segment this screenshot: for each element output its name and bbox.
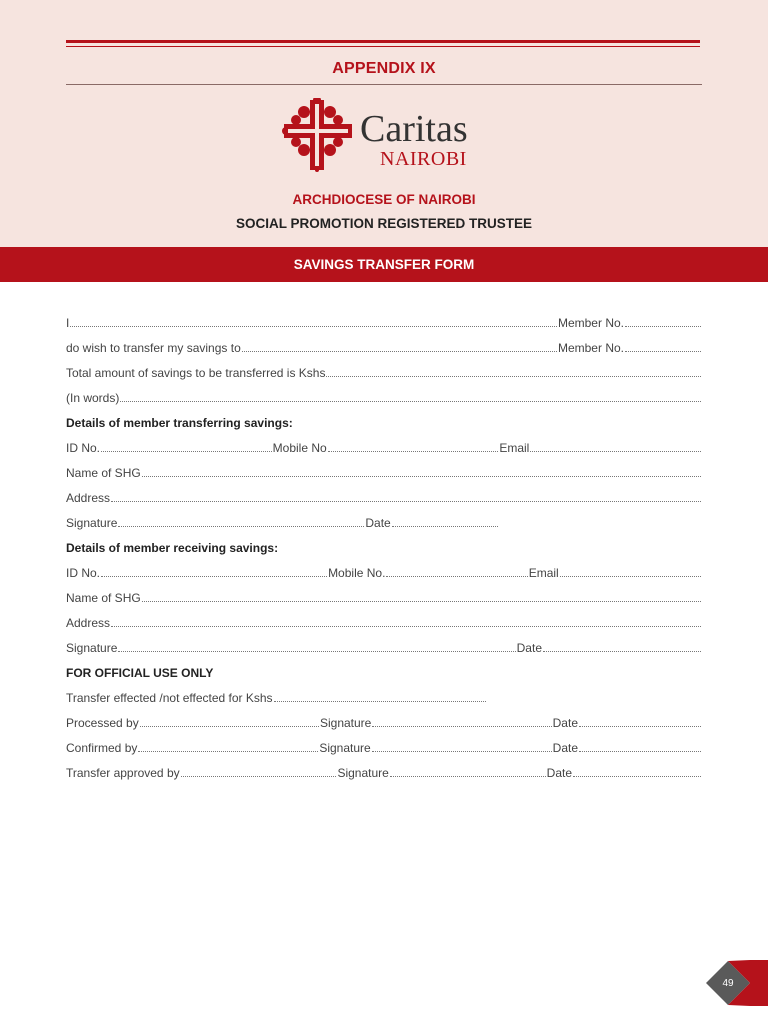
receiving-email-field[interactable] <box>560 576 701 577</box>
amount-words-field[interactable] <box>120 401 701 402</box>
form-row <box>66 680 702 705</box>
email-label: Email <box>528 566 559 580</box>
form-row <box>66 505 702 530</box>
member-no-label: Member No. <box>557 341 624 355</box>
confirmed-signature-field[interactable] <box>372 751 552 752</box>
form-row <box>66 405 702 430</box>
recipient-name-field[interactable] <box>242 351 557 352</box>
id-no-label: ID No. <box>66 566 101 580</box>
signature-label: Signature <box>66 641 118 655</box>
processed-signature-field[interactable] <box>372 726 551 727</box>
official-use-heading: FOR OFFICIAL USE ONLY <box>66 666 214 680</box>
processed-date-field[interactable] <box>579 726 701 727</box>
shg-label: Name of SHG <box>66 591 141 605</box>
signature-label: Signature <box>319 716 372 730</box>
receiving-heading: Details of member receiving savings: <box>66 541 279 555</box>
appendix-rule <box>66 84 702 85</box>
form-row <box>66 430 702 455</box>
approved-signature-field[interactable] <box>390 776 546 777</box>
total-amount-field[interactable] <box>326 376 701 377</box>
approved-by-label: Transfer approved by <box>66 766 180 780</box>
form-row <box>66 730 702 755</box>
date-label: Date <box>552 716 578 730</box>
processed-by-field[interactable] <box>140 726 319 727</box>
confirmed-date-field[interactable] <box>579 751 701 752</box>
form-row <box>66 705 702 730</box>
transferring-mobile-field[interactable] <box>328 451 499 452</box>
transferring-email-field[interactable] <box>530 451 701 452</box>
form-row <box>66 755 702 780</box>
effected-label: Transfer effected /not effected for Kshs <box>66 691 273 705</box>
transferring-id-field[interactable] <box>101 451 272 452</box>
total-amount-label: Total amount of savings to be transferred is Kshs <box>66 366 326 380</box>
form-row <box>66 305 702 330</box>
address-label: Address <box>66 491 111 505</box>
form-row <box>66 380 702 405</box>
signature-label: Signature <box>66 516 118 530</box>
mobile-label: Mobile No <box>272 441 327 455</box>
member-no-label: Member No. <box>557 316 624 330</box>
date-label: Date <box>552 741 579 755</box>
signature-label: Signature <box>337 766 389 780</box>
transferring-shg-field[interactable] <box>142 476 701 477</box>
archdiocese-title: ARCHDIOCESE OF NAIROBI <box>292 192 476 207</box>
date-label: Date <box>365 516 391 530</box>
form-title: SAVINGS TRANSFER FORM <box>293 257 475 272</box>
form-row <box>66 455 702 480</box>
receiving-date-field[interactable] <box>543 651 701 652</box>
trustee-title: SOCIAL PROMOTION REGISTERED TRUSTEE <box>235 216 533 231</box>
form-row <box>66 530 702 555</box>
transferring-date-field[interactable] <box>392 526 498 527</box>
member-no-field[interactable] <box>625 326 701 327</box>
form-row <box>66 480 702 505</box>
appendix-title: APPENDIX IX <box>332 60 436 77</box>
member-name-field[interactable] <box>70 326 557 327</box>
shg-label: Name of SHG <box>66 466 141 480</box>
form-row <box>66 355 702 380</box>
form-row <box>66 630 702 655</box>
transferring-heading: Details of member transferring savings: <box>66 416 293 430</box>
page-number: 49 <box>722 978 734 989</box>
form-row <box>66 555 702 580</box>
email-label: Email <box>499 441 530 455</box>
confirmed-by-label: Confirmed by <box>66 741 138 755</box>
date-label: Date <box>546 766 573 780</box>
form-row <box>66 655 702 680</box>
date-label: Date <box>516 641 542 655</box>
top-rule-thin <box>66 46 700 47</box>
transferring-signature-field[interactable] <box>118 526 364 527</box>
recipient-member-no-field[interactable] <box>625 351 701 352</box>
receiving-id-field[interactable] <box>101 576 327 577</box>
effected-amount-field[interactable] <box>274 701 486 702</box>
transfer-form <box>66 305 702 780</box>
receiving-signature-field[interactable] <box>118 651 515 652</box>
transferring-address-field[interactable] <box>111 501 701 502</box>
top-rule <box>66 40 700 43</box>
id-no-label: ID No. <box>66 441 101 455</box>
receiving-address-field[interactable] <box>111 626 701 627</box>
receiving-mobile-field[interactable] <box>386 576 527 577</box>
i-label: I <box>66 316 70 330</box>
approved-date-field[interactable] <box>573 776 701 777</box>
mobile-label: Mobile No. <box>328 566 386 580</box>
form-row <box>66 580 702 605</box>
logo-wordmark: Caritas <box>360 108 468 150</box>
logo-subtitle: NAIROBI <box>380 148 467 170</box>
address-label: Address <box>66 616 111 630</box>
approved-by-field[interactable] <box>181 776 337 777</box>
confirmed-by-field[interactable] <box>138 751 318 752</box>
transfer-to-label: do wish to transfer my savings to <box>66 341 241 355</box>
signature-label: Signature <box>319 741 371 755</box>
receiving-shg-field[interactable] <box>142 601 701 602</box>
processed-by-label: Processed by <box>66 716 139 730</box>
form-row <box>66 605 702 630</box>
in-words-label: (In words) <box>66 391 120 405</box>
form-row <box>66 330 702 355</box>
